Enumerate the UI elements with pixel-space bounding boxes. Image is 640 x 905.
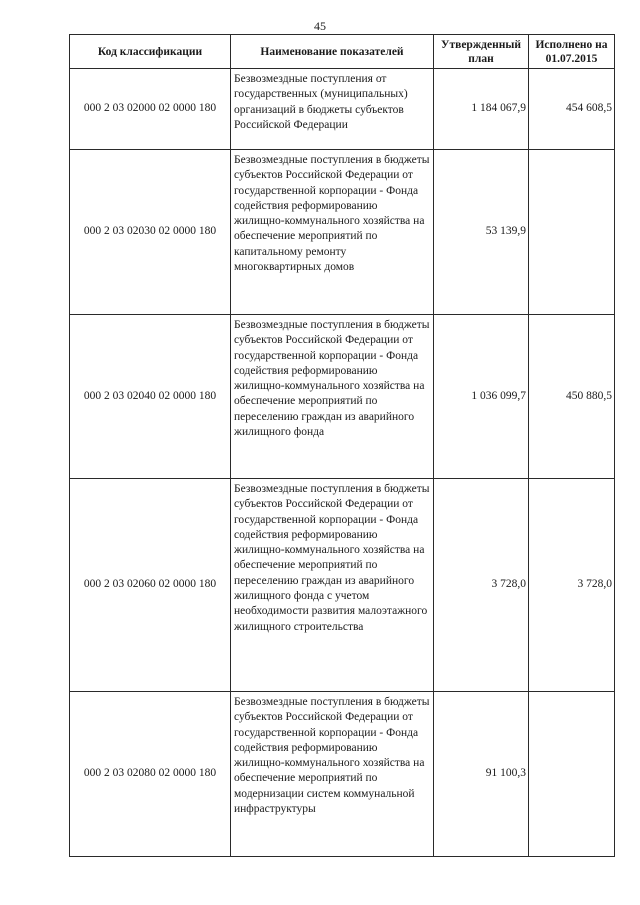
row-code: 000 2 03 02080 02 0000 180 (70, 692, 231, 857)
row-name: Безвозмездные поступления в бюджеты субъектов Российской Федерации от государственной корпорации - Фонда содействия реформированию жилищно-коммунального хозяйства на обеспечение мероприятий по переселению граждан из аварийного жилищного фонда (231, 315, 434, 479)
table-row (70, 479, 615, 692)
page-number: 45 (314, 19, 326, 33)
row-name: Безвозмездные поступления в бюджеты субъектов Российской Федерации от государственной корпорации - Фонда содействия реформированию жилищно-коммунального хозяйства на обеспечение мероприятий по модернизации систем коммунальной инфраструктуры (231, 692, 434, 857)
header-code: Код классификации (70, 35, 231, 69)
header-plan: Утвержденный план (434, 35, 529, 69)
row-done (529, 692, 615, 857)
row-name: Безвозмездные поступления от государственных (муниципальных) организаций в бюджеты субъектов Российской Федерации (231, 69, 434, 150)
row-done: 3 728,0 (529, 479, 615, 692)
row-done: 450 880,5 (529, 315, 615, 479)
row-done: 454 608,5 (529, 69, 615, 150)
row-done (529, 150, 615, 315)
budget-table (69, 34, 615, 857)
row-name: Безвозмездные поступления в бюджеты субъектов Российской Федерации от государственной корпорации - Фонда содействия реформированию жилищно-коммунального хозяйства на обеспечение мероприятий по капитальному ремонту многоквартирных домов (231, 150, 434, 315)
row-code: 000 2 03 02040 02 0000 180 (70, 315, 231, 479)
row-code: 000 2 03 02000 02 0000 180 (70, 69, 231, 150)
row-plan: 53 139,9 (434, 150, 529, 315)
table-row (70, 150, 615, 315)
row-plan: 1 184 067,9 (434, 69, 529, 150)
table-header-row (70, 35, 615, 69)
header-done: Исполнено на 01.07.2015 (529, 35, 615, 69)
header-name: Наименование показателей (231, 35, 434, 69)
row-name: Безвозмездные поступления в бюджеты субъектов Российской Федерации от государственной корпорации - Фонда содействия реформированию жилищно-коммунального хозяйства на обеспечение мероприятий по переселению граждан из аварийного жилищного фонда с учетом необходимости развития малоэтажного жилищного строительства (231, 479, 434, 692)
table-row (70, 315, 615, 479)
table-row (70, 69, 615, 150)
row-code: 000 2 03 02060 02 0000 180 (70, 479, 231, 692)
row-plan: 3 728,0 (434, 479, 529, 692)
row-code: 000 2 03 02030 02 0000 180 (70, 150, 231, 315)
table-row (70, 692, 615, 857)
row-plan: 1 036 099,7 (434, 315, 529, 479)
row-plan: 91 100,3 (434, 692, 529, 857)
